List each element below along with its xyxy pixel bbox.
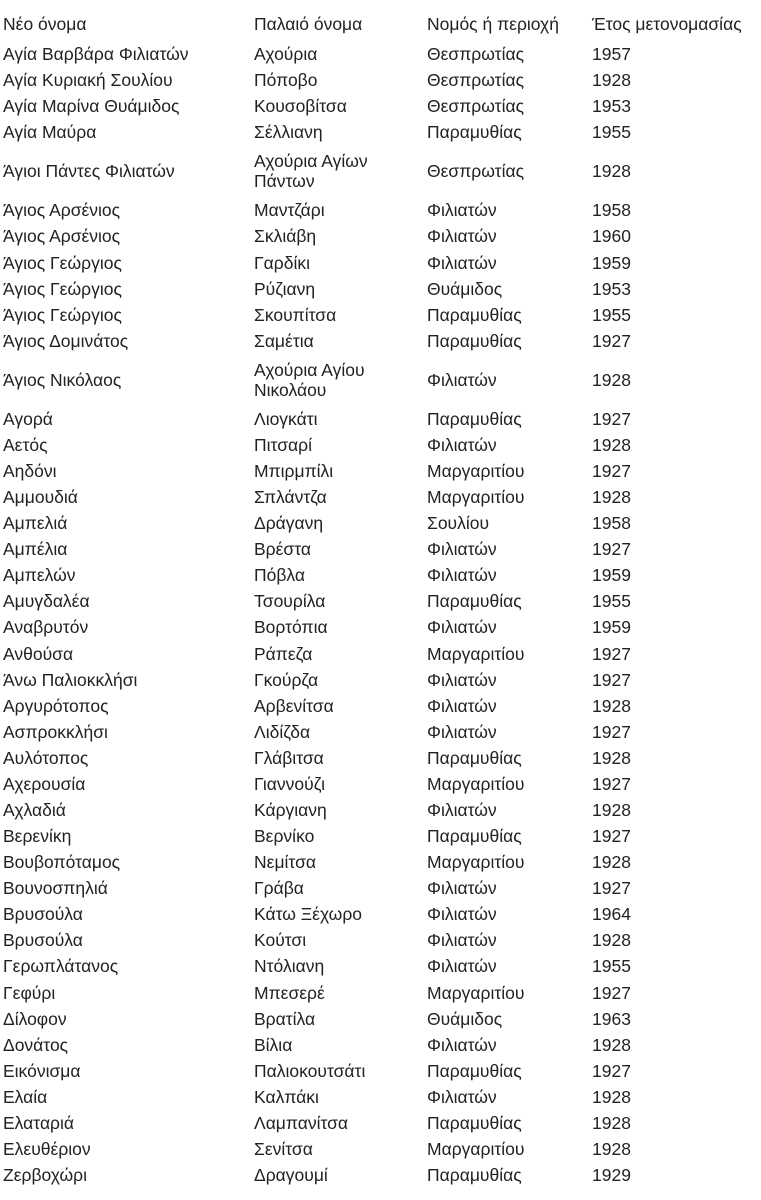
cell-prefecture: Παραμυθίας: [427, 1112, 522, 1133]
cell-prefecture: Φιλιατών: [427, 878, 497, 899]
table-row: [0, 771, 761, 797]
cell-new-name: Δονάτος: [3, 1034, 69, 1055]
header-prefecture: Νομός ή περιοχή: [427, 14, 559, 34]
cell-rename-year: 1958: [592, 200, 631, 221]
cell-rename-year: 1927: [592, 773, 631, 794]
cell-rename-year: 1928: [592, 1086, 631, 1107]
cell-new-name: Αγία Βαρβάρα Φιλιατών: [3, 44, 189, 65]
cell-prefecture: Παραμυθίας: [427, 304, 522, 325]
cell-rename-year: 1959: [592, 617, 631, 638]
cell-old-name: Γλάβιτσα: [254, 747, 324, 768]
cell-prefecture: Σουλίου: [427, 513, 490, 534]
cell-new-name: Ελαταριά: [3, 1112, 75, 1133]
cell-rename-year: 1928: [592, 1034, 631, 1055]
cell-prefecture: Μαργαριτίου: [427, 1139, 525, 1159]
cell-old-name: Σέλλιανη: [254, 122, 323, 143]
cell-rename-year: 1927: [592, 826, 631, 847]
table-row: [0, 458, 761, 484]
cell-prefecture: Μαργαριτίου: [427, 982, 525, 1003]
header-row: [0, 13, 761, 41]
cell-rename-year: 1928: [592, 161, 631, 182]
village-rename-table: [0, 13, 761, 1188]
cell-old-name: Αχούρια: [254, 44, 318, 65]
cell-new-name: Αηδόνι: [3, 460, 57, 481]
cell-rename-year: 1928: [592, 695, 631, 716]
cell-rename-year: 1957: [592, 44, 631, 65]
cell-old-name: Σκλιάβη: [254, 226, 317, 247]
header-old-name: Παλαιό όνομα: [254, 14, 363, 34]
cell-old-name: Τσουρίλα: [254, 591, 326, 612]
cell-new-name: Βερενίκη: [3, 826, 72, 847]
cell-new-name: Άγιος Αρσένιος: [3, 226, 121, 247]
cell-new-name: Εικόνισμα: [3, 1060, 81, 1081]
cell-prefecture: Φιλιατών: [427, 252, 497, 273]
cell-prefecture: Μαργαριτίου: [427, 773, 525, 794]
table-row: [0, 745, 761, 771]
cell-prefecture: Παραμυθίας: [427, 408, 522, 429]
cell-rename-year: 1964: [592, 904, 631, 925]
table-row: [0, 1032, 761, 1058]
cell-prefecture: Φιλιατών: [427, 799, 497, 820]
cell-new-name: Αγία Μαρίνα Θυάμιδος: [3, 96, 180, 117]
table-row: [0, 302, 761, 328]
cell-prefecture: Παραμυθίας: [427, 591, 522, 612]
table-row: [0, 41, 761, 67]
cell-old-name: Γιαννούζι: [254, 773, 325, 794]
table-row: [0, 1136, 761, 1162]
cell-rename-year: 1927: [592, 1060, 631, 1081]
cell-new-name: Αργυρότοπος: [3, 695, 109, 716]
table-row: [0, 588, 761, 614]
cell-prefecture: Μαργαριτίου: [427, 643, 525, 664]
table-row: [0, 223, 761, 249]
table-row: [0, 67, 761, 93]
table-row: [0, 719, 761, 745]
header-new-name: Νέο όνομα: [3, 14, 87, 34]
cell-prefecture: Φιλιατών: [427, 200, 497, 221]
table-row: [0, 901, 761, 927]
cell-prefecture: Φιλιατών: [427, 669, 497, 690]
table-row: [0, 354, 761, 406]
cell-new-name: Άγιος Δομινάτος: [3, 330, 129, 351]
cell-old-name: Βίλια: [254, 1034, 293, 1055]
cell-new-name: Αμπέλια: [3, 539, 68, 560]
table-row: [0, 1058, 761, 1084]
cell-old-name: Γκούρζα: [254, 669, 319, 690]
cell-prefecture: Φιλιατών: [427, 1034, 497, 1055]
cell-old-name: Ράπεζα: [254, 643, 313, 664]
cell-new-name: Άνω Παλιοκκλήσι: [3, 669, 138, 690]
cell-rename-year: 1953: [592, 96, 631, 117]
table-row: [0, 406, 761, 432]
cell-rename-year: 1958: [592, 513, 631, 534]
table-row: [0, 667, 761, 693]
cell-new-name: Βρυσούλα: [3, 904, 83, 925]
cell-rename-year: 1927: [592, 878, 631, 899]
cell-new-name: Ελευθέριον: [3, 1139, 91, 1159]
cell-new-name: Αμμουδιά: [3, 487, 78, 508]
cell-prefecture: Θεσπρωτίας: [427, 96, 525, 117]
cell-prefecture: Φιλιατών: [427, 617, 497, 638]
cell-old-name: Πόποβο: [254, 70, 318, 91]
cell-prefecture: Φιλιατών: [427, 904, 497, 925]
cell-old-name: Λιδίζδα: [254, 721, 311, 742]
table-row: [0, 797, 761, 823]
cell-prefecture: Φιλιατών: [427, 1086, 497, 1107]
cell-old-name: Καλπάκι: [254, 1086, 319, 1107]
cell-old-name: Σαμέτια: [254, 330, 314, 351]
cell-old-name: Μαντζάρι: [254, 200, 325, 221]
cell-prefecture: Φιλιατών: [427, 565, 497, 586]
cell-prefecture: Μαργαριτίου: [427, 487, 525, 508]
cell-new-name: Άγιος Νικόλαος: [3, 369, 122, 390]
cell-prefecture: Φιλιατών: [427, 369, 497, 390]
cell-prefecture: Φιλιατών: [427, 695, 497, 716]
cell-prefecture: Φιλιατών: [427, 434, 497, 455]
cell-old-name: Γράβα: [254, 878, 304, 899]
table-row: [0, 640, 761, 666]
cell-rename-year: 1928: [592, 852, 631, 873]
cell-new-name: Αχερουσία: [3, 773, 86, 794]
table-row: [0, 1006, 761, 1032]
table-row: [0, 1110, 761, 1136]
cell-new-name: Αμπελιά: [3, 513, 68, 534]
cell-new-name: Άγιος Γεώργιος: [3, 252, 122, 273]
cell-rename-year: 1928: [592, 70, 631, 91]
cell-old-name: Βορτόπια: [254, 617, 328, 638]
cell-prefecture: Φιλιατών: [427, 930, 497, 951]
cell-rename-year: 1927: [592, 539, 631, 560]
cell-old-name: Λιογκάτι: [254, 408, 318, 429]
cell-new-name: Ασπροκκλήσι: [3, 721, 108, 742]
table-row: [0, 93, 761, 119]
cell-new-name: Άγιος Γεώργιος: [3, 304, 122, 325]
cell-rename-year: 1928: [592, 369, 631, 390]
cell-rename-year: 1927: [592, 721, 631, 742]
cell-new-name: Άγιος Γεώργιος: [3, 278, 122, 299]
cell-new-name: Βρυσούλα: [3, 930, 83, 951]
cell-new-name: Ελαία: [3, 1086, 48, 1107]
table-row: [0, 1162, 761, 1188]
table-row: [0, 249, 761, 275]
cell-prefecture: Παραμυθίας: [427, 826, 522, 847]
table-header: [0, 13, 761, 41]
cell-rename-year: 1953: [592, 278, 631, 299]
cell-rename-year: 1927: [592, 982, 631, 1003]
cell-prefecture: Παραμυθίας: [427, 1165, 522, 1186]
cell-old-name: Πόβλα: [254, 565, 306, 586]
cell-new-name: Αγία Μαύρα: [3, 122, 97, 143]
cell-prefecture: Παραμυθίας: [427, 122, 522, 143]
cell-old-name: Λαμπανίτσα: [254, 1112, 349, 1133]
cell-new-name: Γεφύρι: [3, 982, 56, 1003]
table-body: [0, 41, 761, 1188]
cell-rename-year: 1928: [592, 930, 631, 951]
table-row: [0, 562, 761, 588]
cell-rename-year: 1929: [592, 1165, 631, 1186]
cell-old-name: Δράγανη: [254, 513, 324, 534]
cell-rename-year: 1963: [592, 1008, 631, 1029]
cell-old-name: Αχούρια Αγίων Πάντων: [254, 151, 368, 192]
cell-new-name: Αχλαδιά: [3, 799, 66, 820]
table-row: [0, 484, 761, 510]
table-row: [0, 328, 761, 354]
cell-old-name: Μπεσερέ: [254, 982, 325, 1003]
cell-old-name: Μπιρμπίλι: [254, 460, 334, 481]
cell-prefecture: Φιλιατών: [427, 956, 497, 977]
cell-rename-year: 1955: [592, 956, 631, 977]
cell-rename-year: 1927: [592, 330, 631, 351]
cell-new-name: Άγιος Αρσένιος: [3, 200, 121, 221]
cell-rename-year: 1928: [592, 1139, 631, 1159]
cell-new-name: Ζερβοχώρι: [3, 1165, 87, 1186]
cell-rename-year: 1927: [592, 643, 631, 664]
cell-old-name: Παλιοκουτσάτι: [254, 1060, 366, 1081]
table-row: [0, 119, 761, 145]
cell-prefecture: Θυάμιδος: [427, 278, 503, 299]
table-row: [0, 693, 761, 719]
cell-old-name: Βρατίλα: [254, 1008, 316, 1029]
cell-rename-year: 1928: [592, 487, 631, 508]
cell-rename-year: 1960: [592, 226, 631, 247]
cell-prefecture: Παραμυθίας: [427, 1060, 522, 1081]
cell-prefecture: Θεσπρωτίας: [427, 161, 525, 182]
cell-new-name: Αναβρυτόν: [3, 617, 89, 638]
cell-prefecture: Θυάμιδος: [427, 1008, 503, 1029]
table-row: [0, 875, 761, 901]
cell-prefecture: Θεσπρωτίας: [427, 44, 525, 65]
table-row: [0, 197, 761, 223]
cell-new-name: Αμυγδαλέα: [3, 591, 90, 612]
cell-old-name: Σκουπίτσα: [254, 304, 337, 325]
cell-old-name: Αχούρια Αγίου Νικολάου: [254, 359, 365, 400]
cell-old-name: Κάτω Ξέχωρο: [254, 904, 363, 925]
cell-old-name: Βερνίκο: [254, 826, 315, 847]
cell-new-name: Βουνοσπηλιά: [3, 878, 108, 899]
table-row: [0, 927, 761, 953]
cell-old-name: Ντόλιανη: [254, 956, 325, 977]
cell-rename-year: 1955: [592, 304, 631, 325]
cell-old-name: Γαρδίκι: [254, 252, 310, 273]
cell-new-name: Αυλότοπος: [3, 747, 89, 768]
cell-rename-year: 1955: [592, 122, 631, 143]
cell-rename-year: 1928: [592, 1112, 631, 1133]
cell-rename-year: 1959: [592, 565, 631, 586]
cell-prefecture: Θεσπρωτίας: [427, 70, 525, 91]
cell-new-name: Αμπελών: [3, 565, 76, 586]
cell-rename-year: 1927: [592, 408, 631, 429]
table-row: [0, 849, 761, 875]
cell-old-name: Σπλάντζα: [254, 487, 327, 508]
cell-rename-year: 1928: [592, 434, 631, 455]
cell-new-name: Γερωπλάτανος: [3, 956, 119, 977]
table-row: [0, 510, 761, 536]
cell-prefecture: Φιλιατών: [427, 721, 497, 742]
cell-rename-year: 1959: [592, 252, 631, 273]
cell-new-name: Άγιοι Πάντες Φιλιατών: [3, 161, 175, 182]
cell-old-name: Αρβενίτσα: [254, 695, 334, 716]
cell-new-name: Αγορά: [3, 408, 53, 429]
cell-rename-year: 1927: [592, 669, 631, 690]
table-row: [0, 536, 761, 562]
cell-rename-year: 1955: [592, 591, 631, 612]
cell-prefecture: Μαργαριτίου: [427, 460, 525, 481]
table-row: [0, 1084, 761, 1110]
cell-prefecture: Μαργαριτίου: [427, 852, 525, 873]
cell-old-name: Σενίτσα: [254, 1139, 313, 1159]
table-row: [0, 432, 761, 458]
table-row: [0, 823, 761, 849]
cell-old-name: Κουσοβίτσα: [254, 96, 347, 117]
cell-old-name: Ρύζιανη: [254, 278, 316, 299]
header-rename-year: Έτος μετονομασίας: [592, 14, 742, 34]
cell-old-name: Πιτσαρί: [254, 434, 312, 455]
cell-rename-year: 1928: [592, 799, 631, 820]
cell-new-name: Βουβοπόταμος: [3, 852, 121, 873]
cell-new-name: Δίλοφον: [3, 1008, 67, 1029]
cell-old-name: Νεμίτσα: [254, 852, 316, 873]
table-row: [0, 614, 761, 640]
cell-prefecture: Φιλιατών: [427, 226, 497, 247]
cell-new-name: Αγία Κυριακή Σουλίου: [3, 70, 173, 91]
cell-old-name: Δραγουμί: [254, 1165, 328, 1186]
cell-prefecture: Παραμυθίας: [427, 330, 522, 351]
cell-old-name: Κάργιανη: [254, 799, 327, 820]
cell-prefecture: Φιλιατών: [427, 539, 497, 560]
cell-rename-year: 1928: [592, 747, 631, 768]
table-row: [0, 980, 761, 1006]
cell-new-name: Ανθούσα: [3, 643, 74, 664]
table-row: [0, 276, 761, 302]
cell-prefecture: Παραμυθίας: [427, 747, 522, 768]
table-row: [0, 953, 761, 979]
cell-old-name: Κούτσι: [254, 930, 307, 951]
table-row: [0, 145, 761, 197]
cell-rename-year: 1927: [592, 460, 631, 481]
cell-new-name: Αετός: [3, 434, 48, 455]
cell-old-name: Βρέστα: [254, 539, 312, 560]
